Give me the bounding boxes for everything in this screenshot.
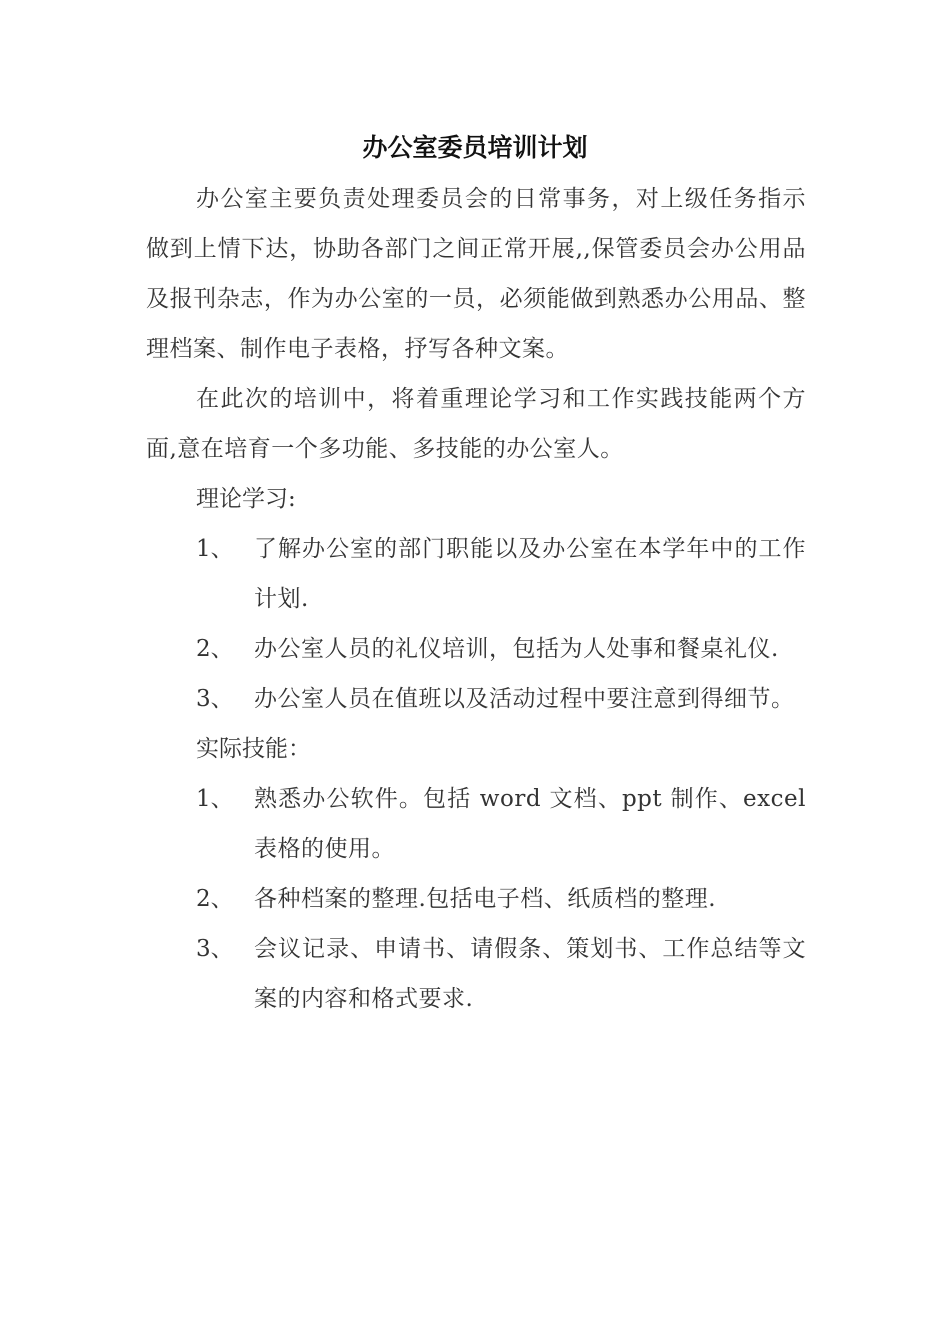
intro-paragraph-1: 办公室主要负责处理委员会的日常事务，对上级任务指示做到上情下达，协助各部门之间正常开展,,保管委员会办公用品及报刊杂志，作为办公室的一员，必须能做到熟悉办公用品、整理档案、制作电子表格，抒写各种文案。: [146, 186, 806, 362]
list-number: 3、: [196, 686, 234, 712]
theory-list-item: [146, 524, 806, 624]
theory-heading: 理论学习:: [196, 486, 296, 512]
list-text: 会议记录、申请书、请假条、策划书、工作总结等文案的内容和格式要求.: [254, 936, 806, 1012]
skills-list-item: [146, 774, 806, 874]
document-body: [146, 174, 806, 1024]
skills-list-item: [146, 874, 806, 924]
list-number: 3、: [196, 936, 234, 962]
list-text: 办公室人员在值班以及活动过程中要注意到得细节。: [254, 686, 795, 712]
theory-list-item: [146, 624, 806, 674]
list-text: 熟悉办公软件。包括 word 文档、ppt 制作、excel 表格的使用。: [254, 786, 806, 862]
list-text: 办公室人员的礼仪培训，包括为人处事和餐桌礼仪.: [254, 636, 779, 662]
list-text: 了解办公室的部门职能以及办公室在本学年中的工作计划.: [254, 536, 806, 612]
skills-heading: 实际技能：: [196, 736, 311, 762]
list-text: 各种档案的整理.包括电子档、纸质档的整理.: [254, 886, 717, 912]
intro-paragraph-2: 在此次的培训中，将着重理论学习和工作实践技能两个方面,意在培育一个多功能、多技能的办公室人。: [146, 386, 806, 462]
list-number: 1、: [196, 786, 234, 812]
list-number: 2、: [196, 886, 234, 912]
skills-list-item: [146, 924, 806, 1024]
list-number: 2、: [196, 636, 234, 662]
document-title: 办公室委员培训计划: [362, 133, 588, 162]
theory-list-item: [146, 674, 806, 724]
list-number: 1、: [196, 536, 234, 562]
